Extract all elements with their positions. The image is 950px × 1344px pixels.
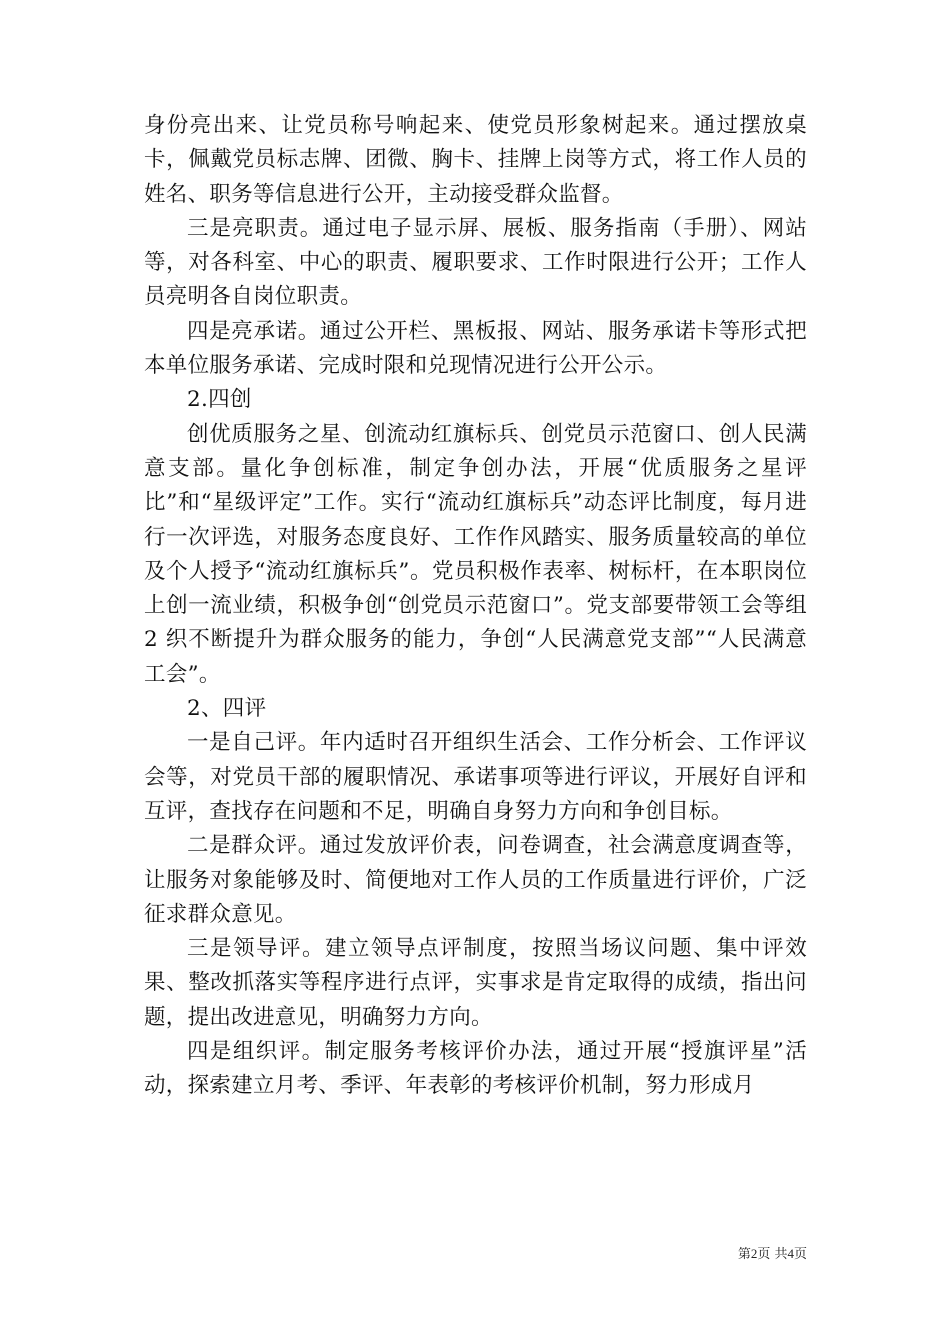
- footer-total-pages: 4: [787, 1246, 794, 1261]
- paragraph-5: 创优质服务之星、创流动红旗标兵、创党员示范窗口、创人民满意支部。量化争创标准，制定争创办法，开展“优质服务之星评比”和“星级评定”工作。实行“流动红旗标兵”动态评比制度，每月进行一次评选，对服务态度良好、工作作风踏实、服务质量较高的单位及个人授予“流动红旗标兵”。党员积极作表率、树标杆，在本职岗位上创一流业绩，积极争创“创党员示范窗口”。党支部要带领工会等组 2 织不断提升为群众服务的能力，争创“人民满意党支部”“人民满意工会”。: [144, 421, 807, 687]
- paragraph-2: 三是亮职责。通过电子显示屏、展板、服务指南（手册）、网站等，对各科室、中心的职责、履职要求、工作时限进行公开；工作人员亮明各自岗位职责。: [144, 215, 807, 310]
- paragraph-9: 三是领导评。建立领导点评制度，按照当场议问题、集中评效果、整改抓落实等程序进行点评，实事求是肯定取得的成绩，指出问题，提出改进意见，明确努力方向。: [144, 936, 807, 1030]
- paragraph-8: 二是群众评。通过发放评价表，问卷调查，社会满意度调查等，让服务对象能够及时、简便地对工作人员的工作质量进行评价，广泛征求群众意见。: [144, 833, 807, 927]
- footer-middle: 页 共: [757, 1247, 788, 1262]
- paragraph-10: 四是组织评。制定服务考核评价办法，通过开展“授旗评星”活动，探索建立月考、季评、年表彰的考核评价机制，努力形成月: [144, 1039, 807, 1099]
- page-footer: [738, 1246, 807, 1263]
- footer-prefix: 第: [737, 1247, 751, 1262]
- footer-suffix: 页: [793, 1247, 807, 1262]
- document-body: [144, 109, 807, 1104]
- paragraph-7: 一是自己评。年内适时召开组织生活会、工作分析会、工作评议会等，对党员干部的履职情况、承诺事项等进行评议，开展好自评和互评，查找存在问题和不足，明确自身努力方向和争创目标。: [144, 730, 807, 824]
- paragraph-3: 四是亮承诺。通过公开栏、黑板报、网站、服务承诺卡等形式把本单位服务承诺、完成时限和兑现情况进行公开公示。: [144, 318, 807, 379]
- section-heading-four-create: 2.四创: [187, 387, 252, 413]
- footer-current-page: 2: [750, 1246, 758, 1261]
- paragraph-1: 身份亮出来、让党员称号响起来、使党员形象树起来。通过摆放桌卡，佩戴党员标志牌、团微、胸卡、挂牌上岗等方式，将工作人员的姓名、职务等信息进行公开，主动接受群众监督。: [144, 113, 807, 207]
- section-heading-four-evaluate: 2、四评: [187, 696, 267, 722]
